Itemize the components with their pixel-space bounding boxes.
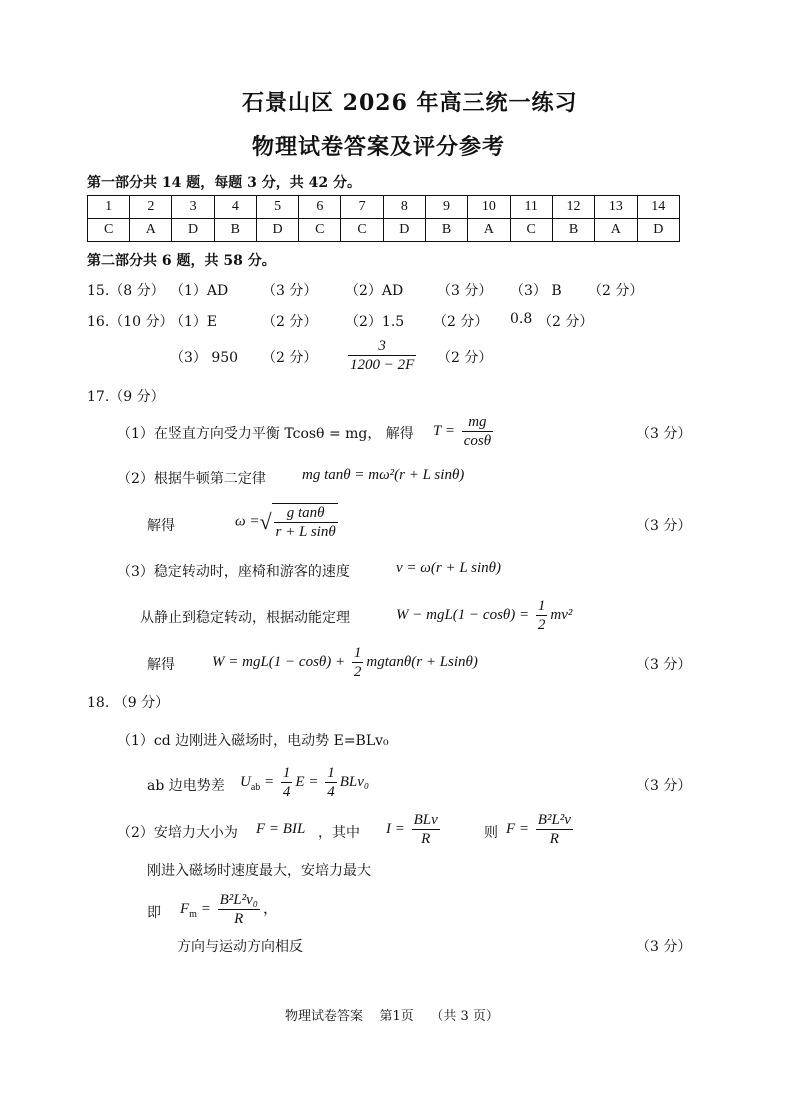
answer-table-answer-cell: D: [172, 219, 214, 242]
answer-table-answer-cell: C: [299, 219, 341, 242]
q17-step3c-half-den: 2: [353, 664, 362, 680]
q17-step2-den: r + L sinθ: [275, 524, 336, 540]
q15-points-2: （3 分）: [437, 283, 493, 299]
q17-step3c-half-num: 1: [353, 645, 362, 661]
answer-table-answer-cell: C: [341, 219, 383, 242]
q17-step3c-left: W = mgL(1 − cosθ) +: [212, 653, 346, 670]
answer-table-answer-cell: A: [468, 219, 510, 242]
q18-step2-den2: R: [421, 831, 431, 847]
q17-step3c-right: mgtanθ(r + Lsinθ): [366, 653, 478, 670]
q18-quarter-den-2: 4: [327, 784, 335, 800]
q18-step2c-num: B²L²v₀: [219, 892, 258, 908]
answer-table-number-cell: 11: [510, 196, 552, 219]
q17-step1-den: cosθ: [463, 433, 492, 449]
q15-points-3: （2 分）: [588, 283, 644, 299]
q17-step3b-half-num: 1: [537, 598, 546, 614]
q18-step2-num3: B²L²v: [537, 812, 571, 828]
q18-step2-den3: R: [549, 831, 559, 847]
q17-step1-num: mg: [462, 413, 493, 432]
answer-table-answer-cell: A: [595, 219, 637, 242]
q18-step2-num2: BLv: [413, 812, 438, 828]
q17-step1-points: （3 分）: [636, 426, 692, 442]
answer-table-answer-cell: C: [510, 219, 552, 242]
q17-step2-text: （2）根据牛顿第二定律: [117, 471, 266, 487]
q18-step2-eq3: [506, 811, 576, 848]
q18-step1-text: （1）cd 边刚进入磁场时，电动势 E=BLv₀: [117, 733, 389, 749]
q17-step3-eq: v = ω(r + L sinθ): [396, 560, 502, 576]
q18-step1b-mid: E =: [295, 773, 319, 790]
q18-step2-text: （2）安培力大小为: [117, 825, 238, 841]
answer-table-number-cell: 14: [637, 196, 679, 219]
answer-table-answer-cell: C: [88, 219, 130, 242]
answer-table-number-cell: 1: [88, 196, 130, 219]
answer-table-number-cell: 4: [214, 196, 256, 219]
answer-table-number-cell: 12: [552, 196, 594, 219]
part2-heading: 第二部分共 6 题，共 58 分。: [87, 253, 276, 269]
q17-step3-text: （3）稳定转动时，座椅和游客的速度: [117, 564, 350, 580]
q17-step3-points: （3 分）: [636, 657, 692, 673]
q16-answer-1: （1）E: [170, 314, 218, 330]
q18-step2-lhs2: I =: [386, 820, 405, 837]
q17-step1-eq: [433, 413, 496, 450]
q18-label: 18. （9 分）: [87, 695, 170, 711]
part1-heading: 第一部分共 14 题，每题 3 分，共 42 分。: [87, 175, 361, 191]
q18-quarter-num-2: 1: [327, 765, 335, 781]
answer-table-answer-cell: D: [383, 219, 425, 242]
q17-step3c-eq: [212, 644, 478, 681]
q15-points-1: （3 分）: [262, 283, 318, 299]
q17-step3b-text: 从静止到稳定转动，根据动能定理: [140, 610, 350, 626]
answer-table-answer-cell: B: [214, 219, 256, 242]
q16-label: 16.（10 分）: [87, 314, 174, 330]
answer-table-number-cell: 7: [341, 196, 383, 219]
q18-step2c-sub: m: [189, 908, 197, 920]
answer-table-answer-cell: B: [552, 219, 594, 242]
q15-answer-2: （2）AD: [345, 283, 404, 299]
page-title: 石景山区 2026 年高三统一练习: [242, 90, 578, 116]
q17-step2-num: g tanθ: [274, 504, 338, 523]
q16-answer-2b: 0.8: [510, 311, 533, 327]
q17-step3b-right: mv²: [550, 606, 573, 623]
q17-step2-points: （3 分）: [636, 518, 692, 534]
q17-step1-text: （1）在竖直方向受力平衡 Tcosθ = mg， 解得: [117, 426, 414, 442]
q18-step2-points: （3 分）: [636, 939, 692, 955]
answer-table-numbers-row: [88, 196, 680, 219]
q17-step3b-half-den: 2: [537, 617, 546, 633]
answer-table-number-cell: 9: [425, 196, 467, 219]
answer-table-answer-cell: B: [425, 219, 467, 242]
q17-step2-solve: 解得: [147, 518, 175, 534]
q18-step2d-text: 方向与运动方向相反: [177, 939, 303, 955]
q15-label: 15.（8 分）: [87, 283, 165, 299]
sqrt-icon: √: [259, 509, 272, 534]
page-footer: 物理试卷答案 第1页 （共 3 页）: [285, 1009, 499, 1024]
answer-table-number-cell: 3: [172, 196, 214, 219]
q17-step3b-eq: [396, 597, 572, 634]
q18-step2c-comma: ，: [262, 900, 278, 917]
q18-step1-points: （3 分）: [636, 778, 692, 794]
q17-step2-result: [235, 503, 338, 541]
q17-step3c-solve: 解得: [147, 657, 175, 673]
q18-step1b-text: ab 边电势差: [147, 778, 225, 794]
q18-step2-then: 则: [484, 825, 498, 841]
q17-step2-eq: mg tanθ = mω²(r + L sinθ): [302, 467, 465, 483]
q18-step1b-eq: $U_{ab}$ = $\frac{1}{4}$ E = $\frac{1}{4}$ BLv₀: [240, 765, 370, 800]
answer-table-number-cell: 5: [256, 196, 298, 219]
q18-step2-lhs3: F =: [506, 820, 530, 837]
q18-step2c-eq: $F_m$ = $\frac{\text{B²L²v₀}}{R}$ ，: [180, 892, 278, 927]
q17-step2-lhs: ω =: [235, 513, 260, 530]
answer-table-number-cell: 2: [130, 196, 172, 219]
answer-table-answers-row: [88, 219, 680, 242]
q16-points-3: （2 分）: [262, 350, 318, 366]
answer-table-answer-cell: D: [256, 219, 298, 242]
q18-step2-eq1: F = BIL: [256, 821, 306, 837]
answer-table-answer-cell: A: [130, 219, 172, 242]
q16-answer-3: （3） 950: [170, 350, 239, 366]
q16-frac-den: 1200 − 2F: [350, 357, 415, 373]
answer-table-number-cell: 13: [595, 196, 637, 219]
q18-step2c-lhs: F: [180, 900, 190, 917]
page-subtitle: 物理试卷答案及评分参考: [252, 134, 506, 160]
q18-step1b-end: BLv₀: [339, 773, 370, 790]
answer-table-number-cell: 6: [299, 196, 341, 219]
answer-table-answer-cell: D: [637, 219, 679, 242]
q17-step1-lhs: T =: [433, 422, 455, 439]
q18-step2c-den: R: [234, 911, 244, 927]
q17-label: 17.（9 分）: [87, 389, 165, 405]
q18-step1b-lhs: U: [240, 773, 251, 790]
q18-step2-eq2: [386, 811, 443, 848]
q16-points-2: （2 分）: [433, 314, 489, 330]
answer-table-number-cell: 8: [383, 196, 425, 219]
q18-quarter-den-1: 4: [282, 784, 291, 800]
q15-answer-1: （1）AD: [170, 283, 229, 299]
answer-table: [87, 195, 680, 242]
q16-fraction: [345, 337, 419, 374]
q16-points-2b: （2 分）: [538, 314, 594, 330]
q15-answer-3: （3） B: [510, 283, 562, 299]
q16-frac-num: 3: [348, 337, 416, 356]
q18-step2-mid: ，其中: [318, 825, 360, 841]
answer-table-number-cell: 10: [468, 196, 510, 219]
q18-step2c-text: 即: [147, 905, 161, 921]
q16-points-4: （2 分）: [437, 350, 493, 366]
q18-step1b-sub: ab: [250, 781, 261, 793]
q18-step2b-text: 刚进入磁场时速度最大，安培力最大: [147, 863, 371, 879]
q18-quarter-num-1: 1: [282, 765, 291, 781]
q16-points-1: （2 分）: [262, 314, 318, 330]
q16-answer-2: （2）1.5: [345, 314, 405, 330]
q17-step3b-left: W − mgL(1 − cosθ) =: [396, 606, 530, 623]
